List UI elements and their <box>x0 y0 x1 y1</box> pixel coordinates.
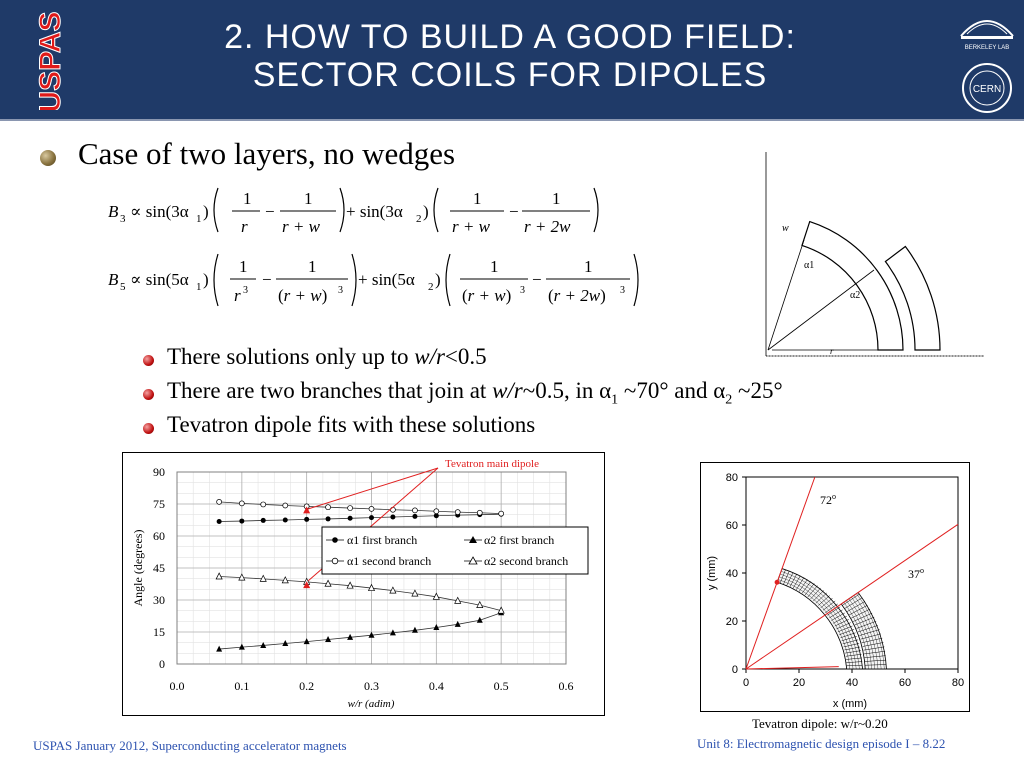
svg-text:B: B <box>108 270 119 289</box>
data-point <box>477 510 482 515</box>
legend-item: α2 first branch <box>484 533 555 547</box>
data-point <box>304 517 309 522</box>
legend-item: α2 second branch <box>484 554 569 568</box>
x-tick-label: 80 <box>951 677 965 689</box>
marker-point <box>775 580 780 585</box>
x-tick-label: 0.6 <box>558 679 574 693</box>
bullet-icon <box>143 355 154 366</box>
data-point <box>217 499 222 504</box>
bullet-icon <box>40 150 56 166</box>
y-tick-label: 30 <box>153 593 165 607</box>
equation-b5 <box>108 248 648 314</box>
svg-text:1: 1 <box>243 189 252 208</box>
header-divider <box>0 119 1024 121</box>
page-title <box>190 18 830 94</box>
svg-text:(r + w): (r + w) <box>278 286 328 305</box>
data-point <box>369 506 374 511</box>
data-point <box>369 515 374 520</box>
x-axis-label: w/r (adim) <box>347 698 395 710</box>
y-tick-label: 75 <box>153 497 165 511</box>
data-point <box>412 508 417 513</box>
svg-text:∝ sin(5α: ∝ sin(5α <box>130 270 189 289</box>
legend-item: α1 first branch <box>347 533 418 547</box>
x-axis-label: x (mm) <box>832 698 868 710</box>
svg-text:−: − <box>509 202 519 221</box>
svg-text:(r + 2w): (r + 2w) <box>548 286 606 305</box>
data-point <box>326 516 331 521</box>
svg-text:1: 1 <box>552 189 561 208</box>
svg-text:B: B <box>108 202 119 221</box>
y-tick-label: 80 <box>725 472 738 484</box>
data-point <box>261 502 266 507</box>
svg-text:−: − <box>265 202 275 221</box>
x-tick-label: 40 <box>845 677 859 689</box>
data-point <box>217 519 222 524</box>
bullet-text-3: Tevatron dipole fits with these solutions <box>167 412 536 437</box>
svg-text:1: 1 <box>196 213 202 225</box>
svg-text:1: 1 <box>473 189 482 208</box>
data-point <box>348 516 353 521</box>
svg-text:): ) <box>435 270 441 289</box>
data-point <box>283 518 288 523</box>
svg-text:2: 2 <box>416 213 422 225</box>
footer-right: Unit 8: Electromagnetic design episode I – 8.22 <box>697 736 946 751</box>
y-tick-label: 60 <box>153 529 165 543</box>
y-tick-label: 20 <box>725 616 738 628</box>
title-line-2: SECTOR COILS FOR DIPOLES <box>252 56 768 94</box>
data-point <box>283 503 288 508</box>
y-tick-label: 15 <box>153 625 165 639</box>
sketch-label-alpha2: α2 <box>850 290 861 301</box>
x-tick-label: 0.1 <box>234 679 250 693</box>
bullet-icon <box>143 423 154 434</box>
y-tick-label: 0 <box>159 657 165 671</box>
data-point <box>239 501 244 506</box>
title-line-1: 2. HOW TO BUILD A GOOD FIELD: <box>224 18 796 56</box>
berkeley-lab-logo <box>961 21 1013 39</box>
x-tick-label: 0.0 <box>169 679 185 693</box>
data-point <box>434 509 439 514</box>
svg-text:(r + w): (r + w) <box>462 286 512 305</box>
y-tick-label: 0 <box>731 664 738 676</box>
sketch-label-r: r <box>830 346 834 356</box>
sketch-label-alpha1: α1 <box>804 260 815 271</box>
equation-b3 <box>108 180 608 240</box>
y-axis-label: y (mm) <box>706 555 718 591</box>
coil-layer <box>885 246 940 350</box>
data-point <box>499 511 504 516</box>
sector-coil-sketch <box>758 150 988 362</box>
svg-text:1: 1 <box>584 257 593 276</box>
bullet-text-1: There solutions only up to w/r<0.5 <box>167 344 487 369</box>
data-point <box>239 519 244 524</box>
svg-text:): ) <box>203 202 209 221</box>
data-point <box>261 518 266 523</box>
x-tick-label: 60 <box>898 677 912 689</box>
tevatron-caption: Tevatron dipole: w/r~0.20 <box>752 716 888 731</box>
svg-text:1: 1 <box>308 257 317 276</box>
cern-text: CERN <box>972 84 1002 95</box>
y-tick-label: 40 <box>725 568 738 580</box>
uspas-logo <box>8 10 92 115</box>
svg-text:): ) <box>203 270 209 289</box>
svg-text:1: 1 <box>196 281 202 293</box>
berkeley-lab-text: BERKELEY LAB <box>964 45 1010 51</box>
svg-text:3: 3 <box>338 285 343 296</box>
svg-text:r: r <box>241 217 248 236</box>
data-point <box>390 515 395 520</box>
svg-text:+ sin(5α: + sin(5α <box>358 270 415 289</box>
svg-text:r + 2w: r + 2w <box>524 217 571 236</box>
x-tick-label: 0.4 <box>428 679 444 693</box>
tevatron-coil-chart <box>700 462 970 712</box>
angle-chart <box>122 452 605 716</box>
data-point <box>326 505 331 510</box>
svg-text:2: 2 <box>428 281 434 293</box>
svg-text:r + w: r + w <box>282 217 320 236</box>
data-point <box>455 510 460 515</box>
x-tick-label: 0.2 <box>299 679 315 693</box>
angle-label-37: 37$^o$ <box>908 566 924 581</box>
svg-text:1: 1 <box>304 189 313 208</box>
bullet-icon <box>143 389 154 400</box>
x-tick-label: 0 <box>742 677 750 689</box>
x-tick-label: 0.5 <box>493 679 509 693</box>
data-point <box>348 506 353 511</box>
svg-text:5: 5 <box>120 281 126 293</box>
y-tick-label: 90 <box>153 465 165 479</box>
svg-text:−: − <box>532 270 542 289</box>
y-axis-label: Angle (degrees) <box>131 529 145 607</box>
x-tick-label: 20 <box>792 677 806 689</box>
bullet-text-2: There are two branches that join at w/r~0.5, in $\alpha_1$ ~70° and $\alpha_2$ ~25° <box>167 378 783 408</box>
x-tick-label: 0.3 <box>364 679 379 693</box>
tevatron-annotation: Tevatron main dipole <box>445 458 539 470</box>
svg-text:∝ sin(3α: ∝ sin(3α <box>130 202 189 221</box>
data-point <box>412 514 417 519</box>
angle-label-72: 72$^o$ <box>820 492 836 507</box>
y-tick-label: 60 <box>725 520 738 532</box>
svg-text:USPAS: USPAS <box>34 11 67 110</box>
svg-text:r + w: r + w <box>452 217 490 236</box>
svg-text:1: 1 <box>239 257 248 276</box>
partner-logos <box>955 4 1019 125</box>
svg-text:r: r <box>234 286 241 305</box>
chart-legend <box>322 527 588 574</box>
footer-left: USPAS January 2012, Superconducting accelerator magnets <box>33 738 347 753</box>
legend-item: α1 second branch <box>347 554 432 568</box>
svg-text:): ) <box>423 202 429 221</box>
svg-text:3: 3 <box>120 213 126 225</box>
svg-text:+ sin(3α: + sin(3α <box>346 202 403 221</box>
svg-text:1: 1 <box>490 257 499 276</box>
data-point <box>390 507 395 512</box>
svg-text:3: 3 <box>520 285 525 296</box>
y-tick-label: 45 <box>153 561 165 575</box>
svg-text:3: 3 <box>243 285 248 296</box>
sketch-label-w: w <box>782 223 789 234</box>
svg-text:3: 3 <box>620 285 625 296</box>
section-heading: Case of two layers, no wedges <box>78 136 456 171</box>
svg-text:−: − <box>262 270 272 289</box>
